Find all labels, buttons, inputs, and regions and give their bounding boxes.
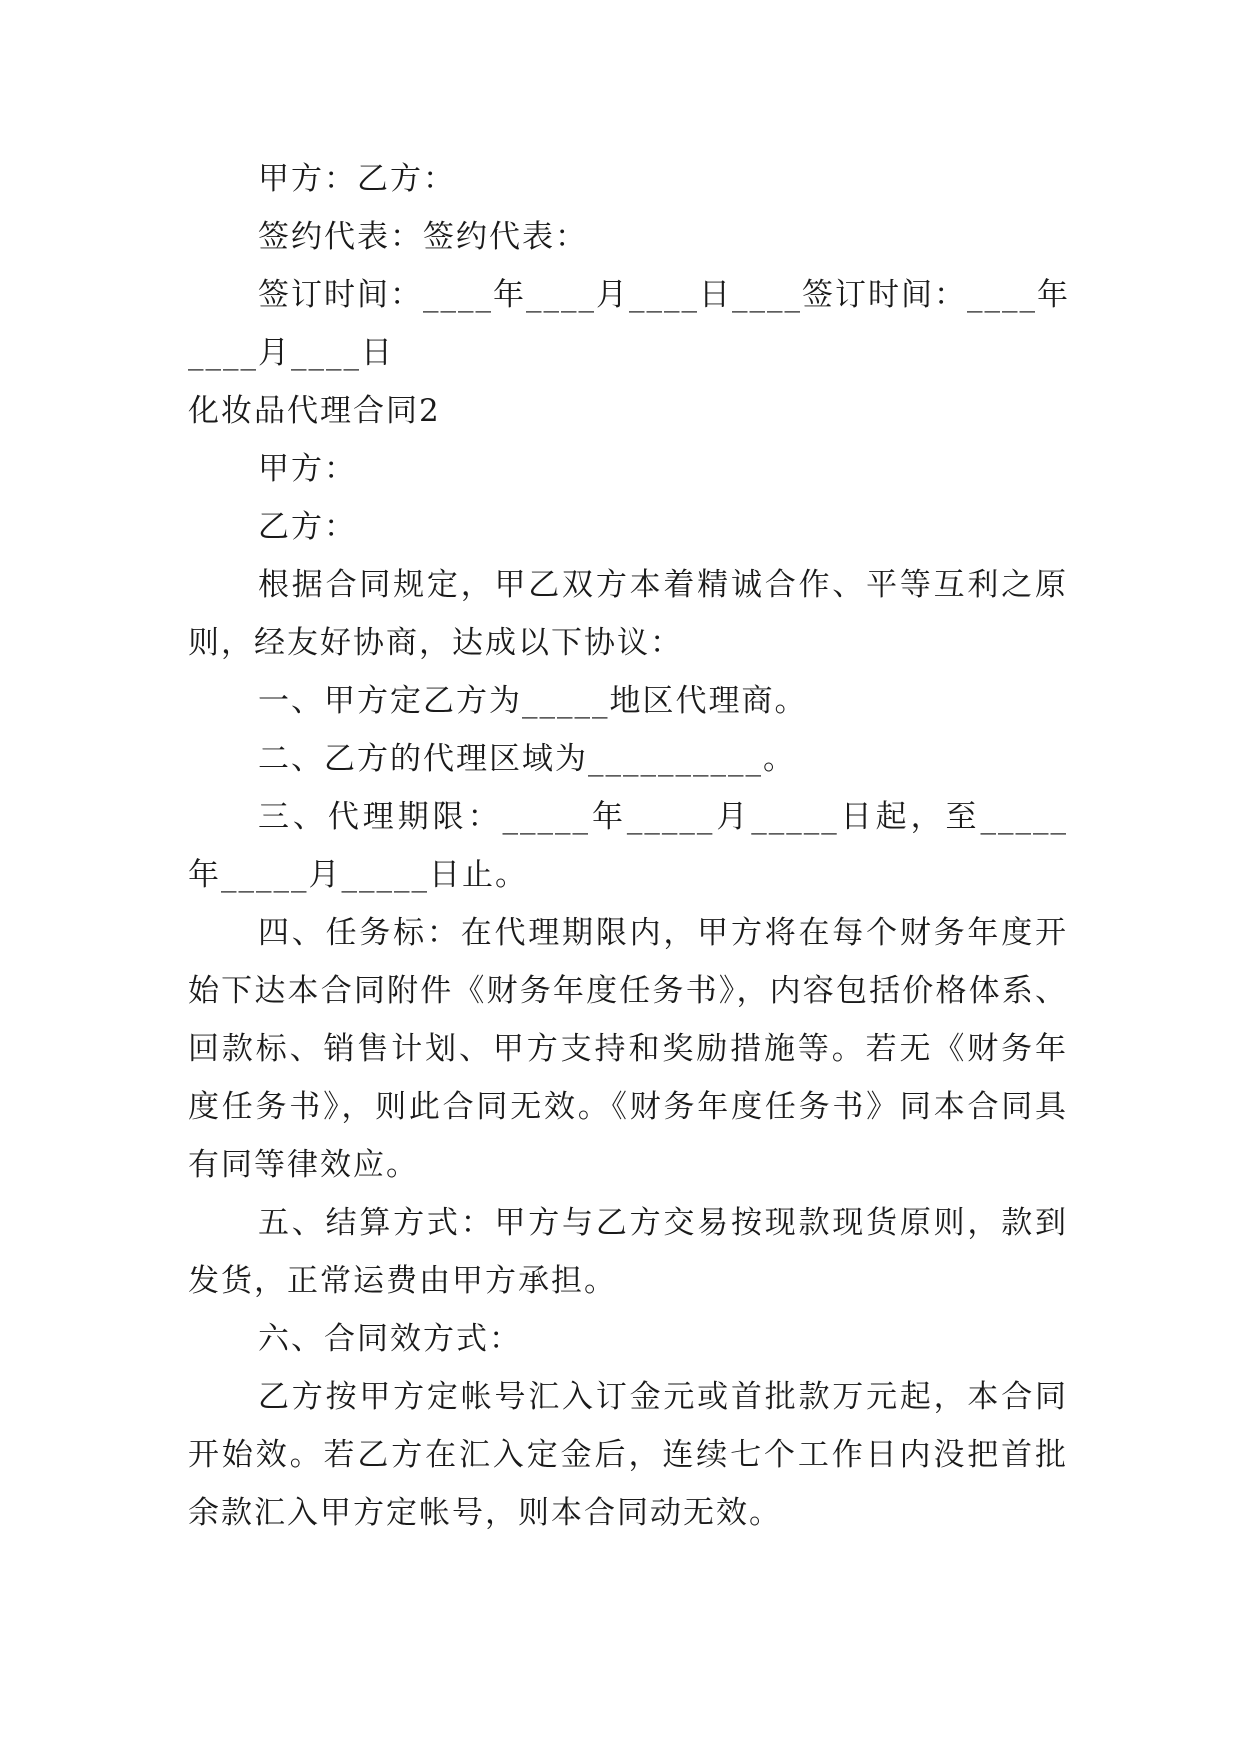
signature-date-line-continued: ____月____日 bbox=[188, 335, 394, 371]
signature-date-line: 签订时间：____年____月____日____签订时间：____年 bbox=[258, 277, 1070, 313]
section-title: 化妆品代理合同2 bbox=[188, 393, 441, 429]
party-a-label: 甲方： bbox=[258, 451, 357, 487]
signature-representatives-line: 签约代表：签约代表： bbox=[258, 219, 588, 255]
clause-4-targets: 四、任务标：在代理期限内，甲方将在每个财务年度开始下达本合同附件《财务年度任务书》，内容包括价格体系、回款标、销售计划、甲方支持和奖励措施等。若无《财务年度任务书》，则此合同无效。《财务年度任务书》同本合同具有同等律效应。 bbox=[188, 915, 1068, 1183]
clause-3-agency-term: 三、代理期限：_____年_____月_____日起，至_____年_____月_____日止。 bbox=[188, 799, 1068, 893]
document-body bbox=[188, 150, 1068, 1542]
clause-6-details: 乙方按甲方定帐号汇入订金元或首批款万元起，本合同开始效。若乙方在汇入定金后，连续七个工作日内没把首批余款汇入甲方定帐号，则本合同动无效。 bbox=[188, 1379, 1068, 1531]
clause-6-effectiveness: 六、合同效方式： bbox=[258, 1321, 522, 1357]
clause-1-agent-region: 一、甲方定乙方为_____地区代理商。 bbox=[258, 683, 808, 719]
preamble-paragraph: 根据合同规定，甲乙双方本着精诚合作、平等互利之原则，经友好协商，达成以下协议： bbox=[188, 567, 1068, 661]
signature-parties-line: 甲方：乙方： bbox=[258, 161, 456, 197]
clause-2-agency-area: 二、乙方的代理区域为__________。 bbox=[258, 741, 796, 777]
clause-5-settlement: 五、结算方式：甲方与乙方交易按现款现货原则，款到发货，正常运费由甲方承担。 bbox=[188, 1205, 1068, 1299]
party-b-label: 乙方： bbox=[258, 509, 357, 545]
